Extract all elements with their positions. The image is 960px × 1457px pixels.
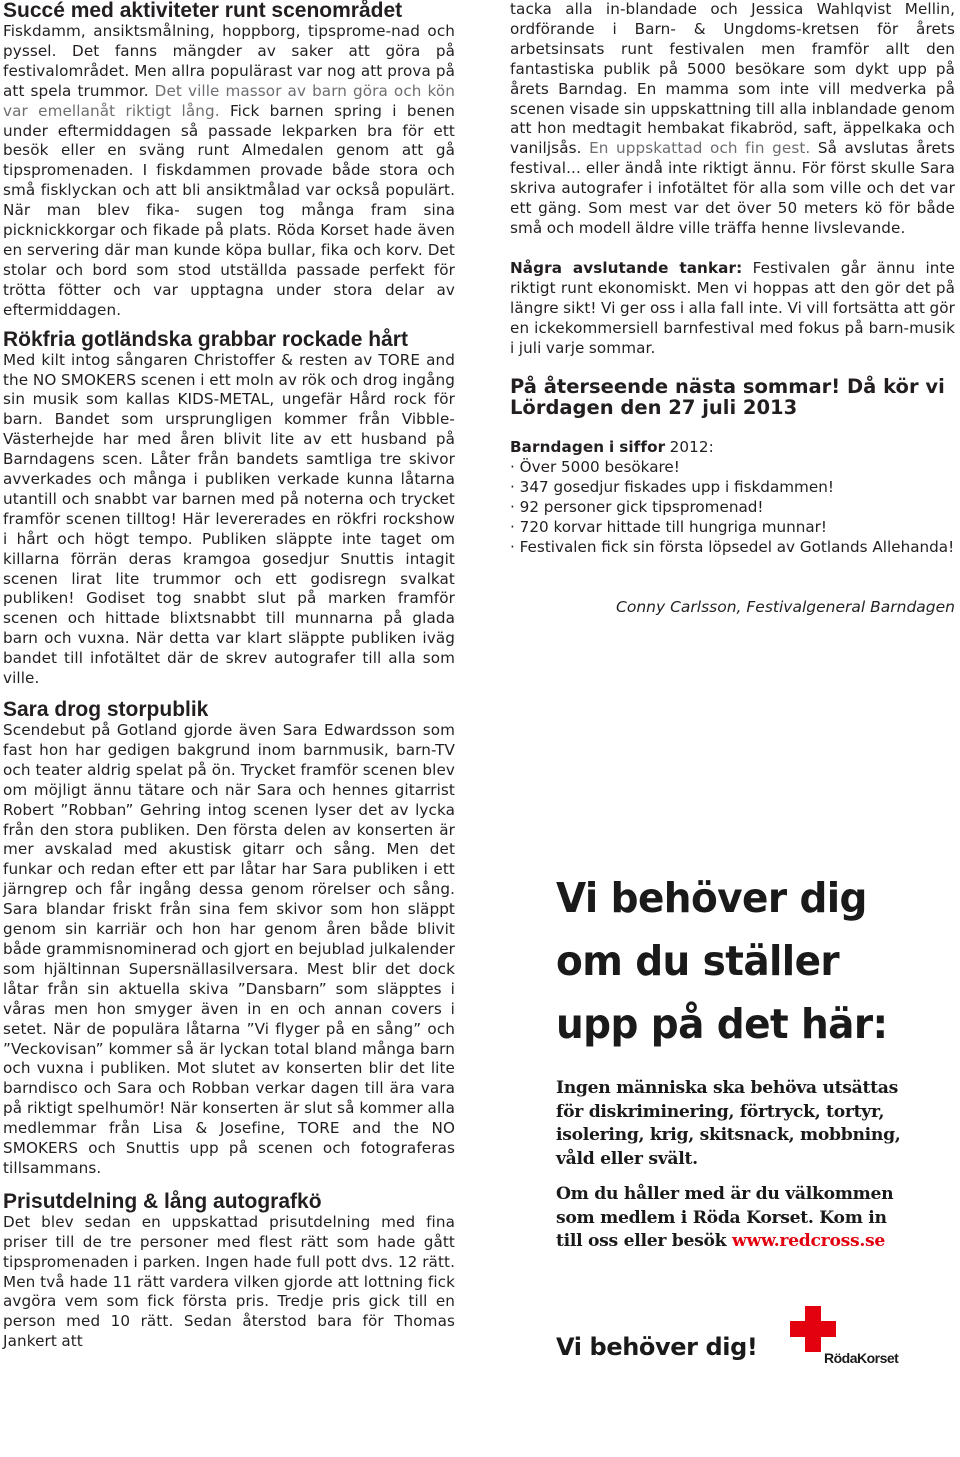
paragraph-rock: Med kilt intog sångaren Christoffer & resten av TORE and the NO SMOKERS scenen i ett moln av rök och drog ingång sin musik som kallas KIDS-METAL, ungefär Hård rock för barn. Bandet som ursprungligen kommer från Vibble-Västerhejde har med åren blivit lite av ett husband på Barndagens scen. Låter från bandets samtliga tre skivor avverkades och många i publiken verkade kunna låtarna utantill och snabbt var barnen med på noterna och trycket framför scenen tilltog! Här levererades en rökfri rockshow i hårt och högt tempo. Publiken släppte inte taget om killarna förrän deras kramgoa gosedjur Snuttis intagit scenen lirat lite trummor och ett godisregn svalkat publiken! Godiset tog snabbt slut på marken framför scenen och hittade blixtsnabbt till munnarna på glada barn och vuxna. När detta var klart släppte publiken iväg bandet till infotältet där de skrev autografer till alla som ville. <box>3 350 455 688</box>
paragraph-activities <box>3 22 455 321</box>
headline-next-summer <box>510 376 955 418</box>
ad-body-membership <box>556 1183 916 1254</box>
ad-tagline: Vi behöver dig! <box>556 1333 758 1361</box>
thoughts-text: Festivalen går ännu inte riktigt runt ekonomiskt. Men vi hoppas att den gör det på längre sikt! Vi ger oss i alla fall inte. Vi vill fortsätta att gör en ickekommersiell barnfestival med fokus på barn-musik i juli varje sommar. <box>510 258 955 357</box>
stats-list <box>510 458 955 558</box>
thanks-text-a: tacka alla in-blandade och Jessica Wahlqvist Mellin, ordförande i Barn- & Ungdoms-kretsen för årets arbetsinsats runt festivalen men framför allt den fantastiska publik på 5000 besökare som dykt upp på årets Barndag. <box>510 0 955 98</box>
left-column <box>3 0 455 1352</box>
paragraph-thanks <box>510 0 955 239</box>
stats-item: · 720 korvar hittade till hungriga munnar! <box>510 518 828 537</box>
heading-activities: Succé med aktiviteter runt scenområdet <box>3 0 403 22</box>
activities-text-b: Det ville massor av barn göra och kön var emellanåt riktigt lång. <box>3 81 455 120</box>
red-cross-logo <box>790 1304 914 1374</box>
thanks-text-b: En mamma som inte vill medverka på scenen visade sin uppskattning till alla inblandade genom att hon medtagit hembakat fikabröd, saft, äppelkaka och vaniljsås. <box>510 79 955 158</box>
heading-rock: Rökfria gotländska grabbar rockade hårt <box>3 327 408 351</box>
stats-heading <box>510 438 955 458</box>
stats-item: · 92 personer gick tipspromenad! <box>510 498 764 517</box>
ad-headline-line: om du ställer <box>556 938 840 986</box>
paragraph-thoughts <box>510 259 955 359</box>
thoughts-label: Några avslutande tankar: <box>510 258 743 277</box>
ad-footer <box>556 1304 916 1374</box>
stats-item: · 347 gosedjur fiskades upp i fiskdammen! <box>510 478 834 497</box>
thanks-text-d: Så avslutas årets festival... eller ändå inte riktigt ännu. För först skulle Sara skriva autografer i infotältet för alla som ville och det var ett gäng. Som mest var det över 50 meters kö för både små och modell äldre ville träffa henne livslevande. <box>510 139 955 237</box>
ad-body-discrimination: Ingen människa ska behöva utsättas för diskriminering, förtryck, tortyr, isolering, krig, skitsnack, mobbning, våld eller svält. <box>556 1078 901 1169</box>
heading-prize: Prisutdelning & lång autografkö <box>3 1189 322 1213</box>
activities-text-a: Fiskdamm, ansiktsmålning, hoppborg, tipsprome-nad och pyssel. Det fanns mängder av saker att göra på festivalområdet. Men allra populärast var nog att prova på att spela trummor. <box>3 22 455 100</box>
signature: Conny Carlsson, Festivalgeneral Barndagen <box>616 597 955 616</box>
red-cross-ad <box>556 866 916 1251</box>
stats-label: Barndagen i siffor <box>510 438 666 457</box>
ad-headline-line: upp på det här: <box>556 1001 888 1049</box>
paragraph-sara: Scendebut på Gotland gjorde även Sara Edwardsson som fast hon har gedigen bakgrund inom barnmusik, barn-TV och teater aldrig spelat på ön. Trycket framför scenen blev om möjligt ännu tätare och när Sara och hennes gitarrist Robert ”Robban” Gehring intog scenen lyser det av lycka från den stora publiken. Den första delen av konserten är mer avskalad med akustisk gitarr och sång. Men det funkar och redan efter ett par låtar har Sara publiken i ett järngrep och får ingång dessa genom rörelser och sång. Sara blandar friskt från sina fem skivor som hon släppt genom sin karriär och hon har genom åren både blivit både grammisnominerad och gjort en bejublad julkalender som hjältinnan Supersnällasilversara. Mest blir det dock låtar från sin aktuella skiva ”Dansbarn” som släpptes i våras men hon smyger även in en och annan covers i setet. När de populära låtarna ”Vi flyger på en sång” och ”Veckovisan” kommer så är lyckan total bland många barn och vuxna i publiken. Mot slutet av konserten blir det lite barndisco och Sara och Robban verkar dagen till ära vara på riktigt spelhumör! När konserten är slut så kommer alla medlemmar från Lisa & Josefine, TORE and the NO SMOKERS och Snuttis upp på scenen och fotograferas tillsammans. <box>3 721 455 1177</box>
headline-next-summer-a: På återseende nästa sommar! <box>510 375 841 399</box>
right-column <box>510 0 955 617</box>
paragraph-prize: Det blev sedan en uppskattad prisutdelning med fina priser till de tre personer med flest rätt som hade gått tipspromenaden i parken. Ingen hade full pott dvs. 12 rätt. Men två hade 11 rätt vardera vilken gjorde att lottning fick avgöra vem som fick första pris. Tredje pris gick till en person med 10 rätt. Sedan återstod bara för Thomas Jankert att <box>3 1212 455 1351</box>
ad-headline-line: Vi behöver dig <box>556 875 867 923</box>
ad-body-membership-text: Om du håller med är du välkommen som medlem i Röda Korset. Kom in till oss eller besök <box>556 1184 894 1251</box>
thanks-text-c: En uppskattad och fin gest. <box>589 139 811 158</box>
stats-item: · Festivalen fick sin första löpsedel av Gotlands Allehanda! <box>510 537 955 556</box>
ad-url-link[interactable]: www.redcross.se <box>731 1231 886 1251</box>
red-cross-logo-text: RödaKorset <box>824 1350 899 1366</box>
headline-next-summer-b: Då kör vi Lördagen den 27 juli 2013 <box>510 375 945 420</box>
stats-item: · Över 5000 besökare! <box>510 458 680 477</box>
activities-text-c: Fick barnen spring i benen under eftermiddagen så passade lekparken bra för ett besök eller en sväng runt Almedalen genom att gå tipspromenaden. I fiskdammen provade både stora och små fisklyckan och att bli ansiktmålad var också populärt. När man blev fika- sugen tog många fram sina picknickkorgar och fikade på plats. Röda Korset hade även en servering där man kunde köpa bullar, fika och korv. Det stolar och bord som stod utställda passade perfekt för trötta fötter och var upptagna under stora delar av eftermiddagen. <box>3 101 455 319</box>
red-cross-icon <box>790 1306 836 1352</box>
heading-sara: Sara drog storpublik <box>3 698 209 721</box>
stats-year: 2012: <box>665 438 714 457</box>
